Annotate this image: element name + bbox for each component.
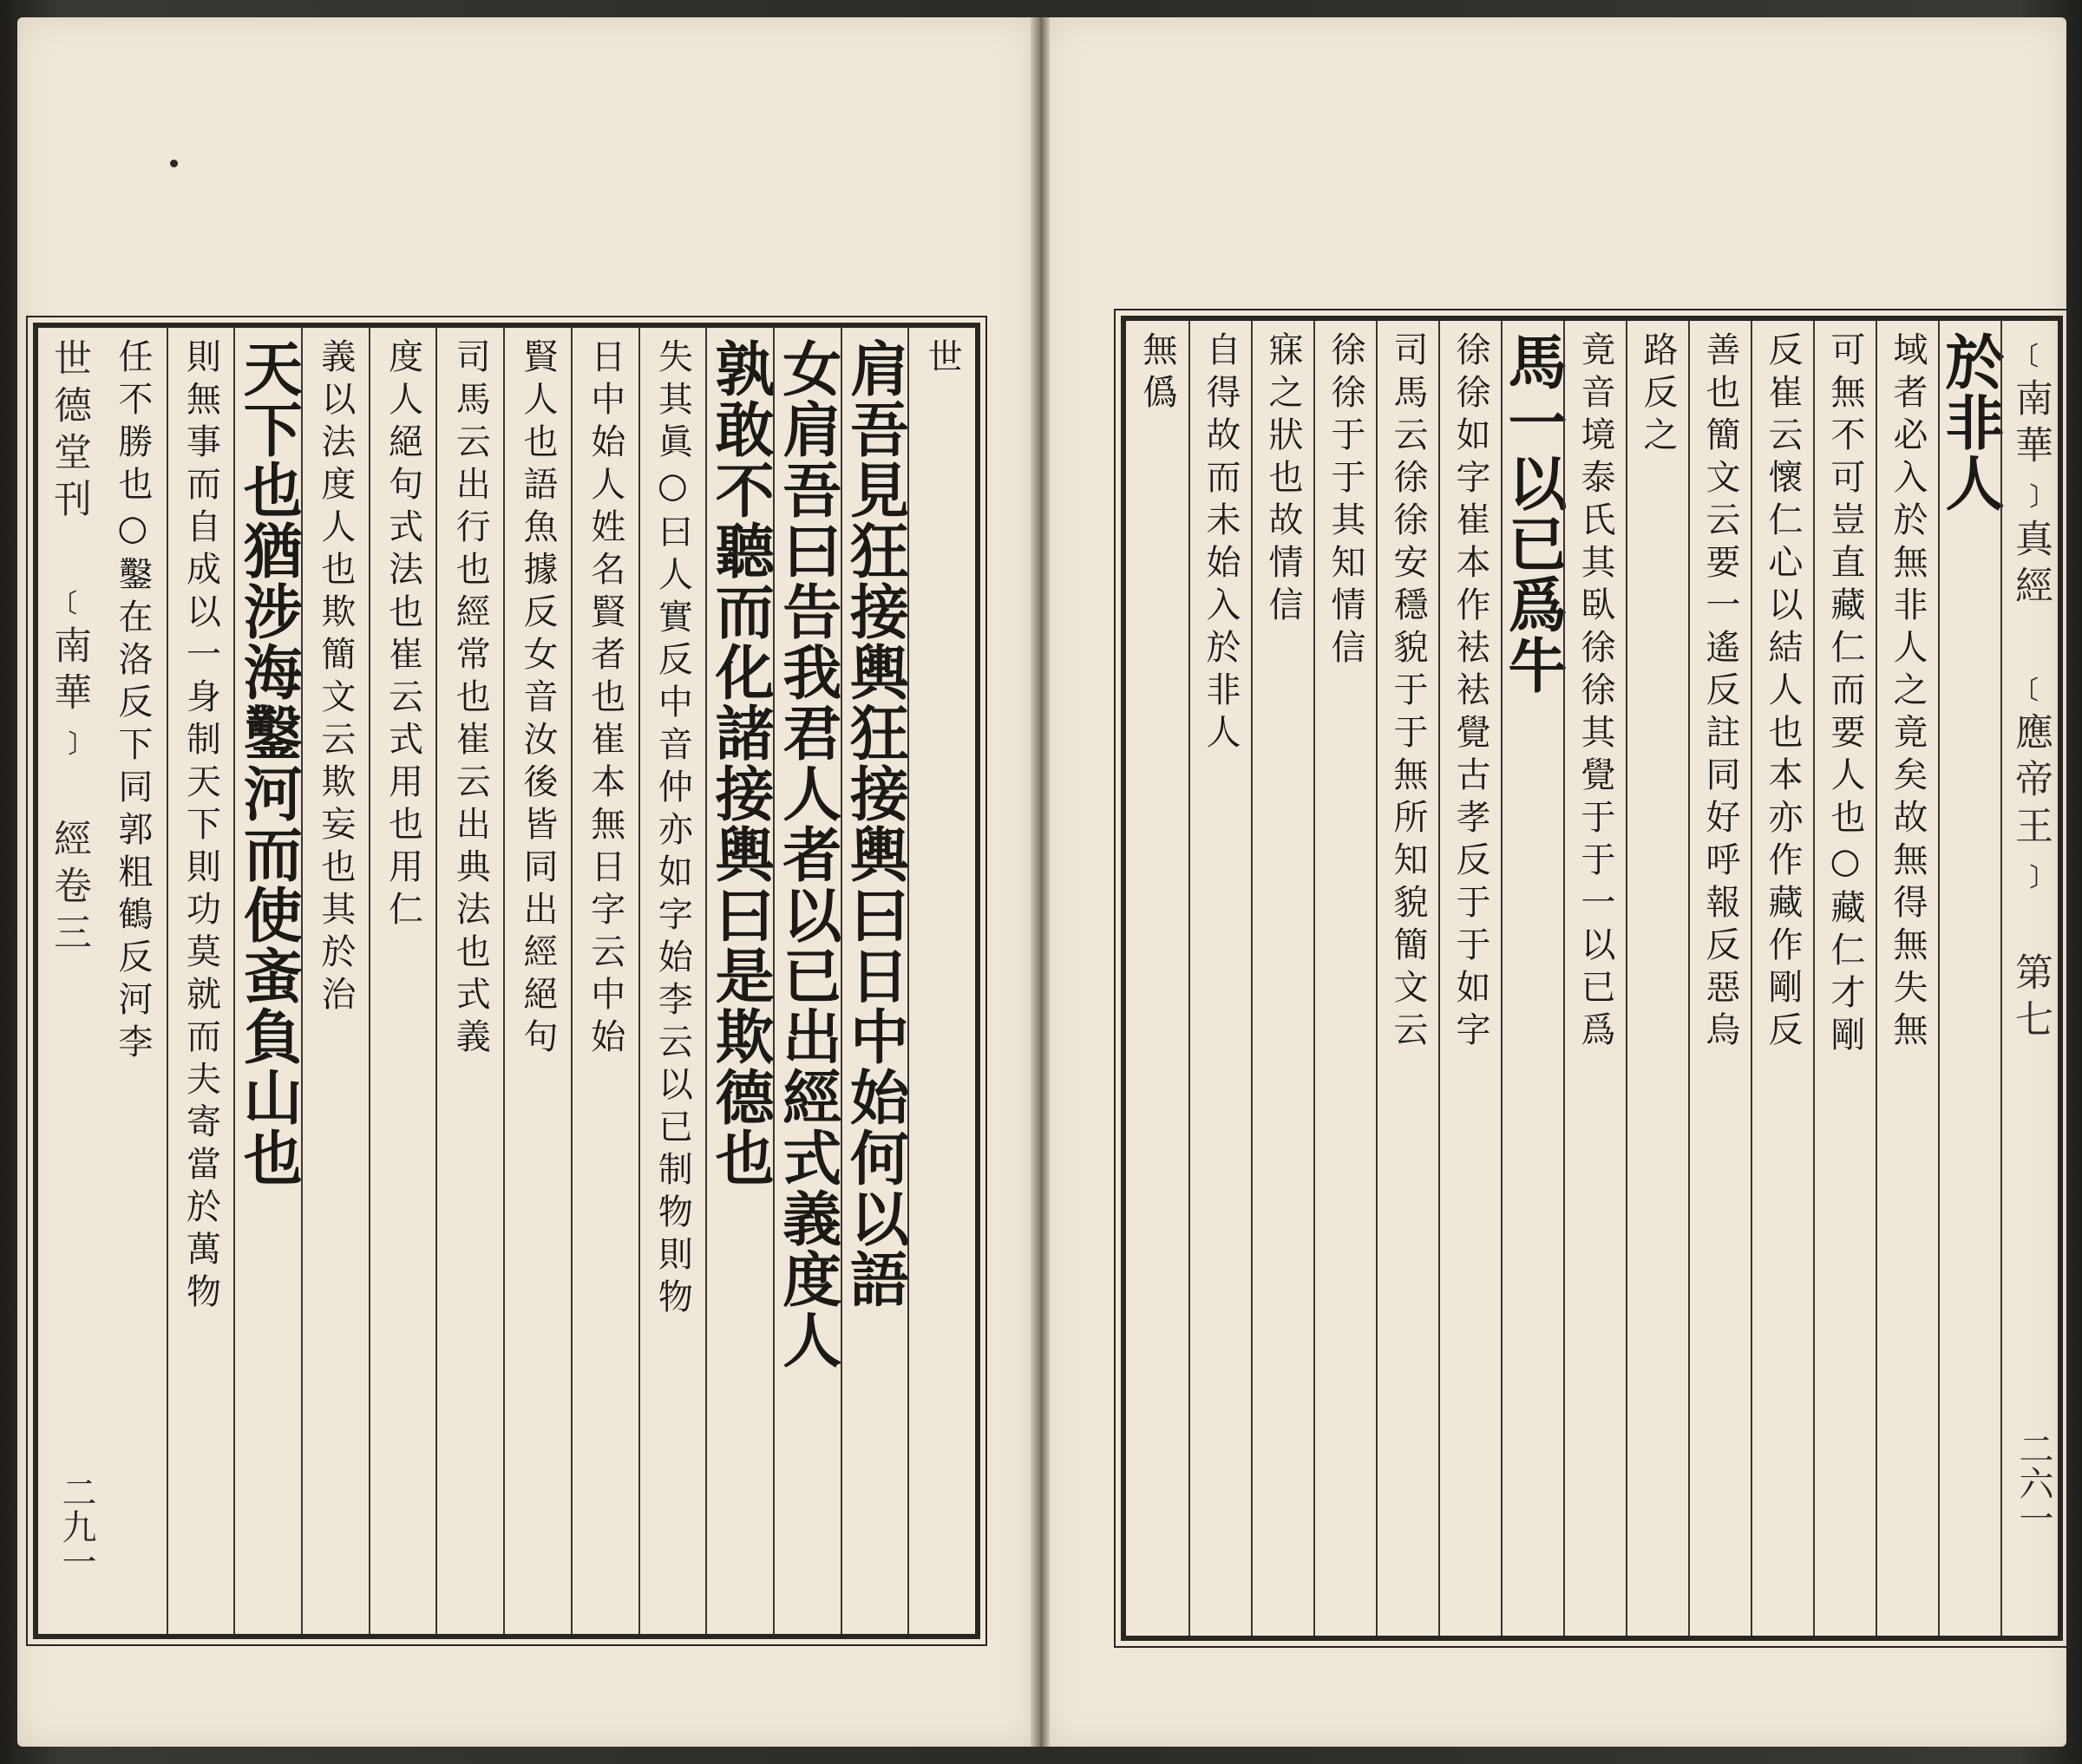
left-page-text-block: [33, 323, 980, 1639]
text-column: [638, 328, 706, 1634]
text-column: [1813, 321, 1876, 1636]
text-column: [571, 328, 638, 1634]
text-column: [1313, 321, 1376, 1636]
commentary-text: 自得故而未始入於非人: [1201, 331, 1241, 756]
right-margin-title: ﹝南華﹞真經 ﹝應帝王﹞ 第七: [2008, 331, 2053, 1046]
text-column: [1126, 321, 1188, 1636]
commentary-text: 度人絕句式法也崔云式用也用仁: [383, 338, 423, 933]
commentary-text: 竟音境泰氏其臥徐徐其覺于于一以已爲: [1575, 331, 1615, 1054]
text-column: [1376, 321, 1438, 1636]
commentary-text: 路反之: [1638, 331, 1678, 459]
text-column: [1498, 321, 1568, 1636]
commentary-text: 善也簡文云要一遙反註同好呼報反惡烏: [1700, 331, 1740, 1054]
commentary-text: 徐徐于于其知情信: [1326, 331, 1365, 671]
commentary-text: 寐之狀也故情信: [1263, 331, 1303, 629]
left-folio: 二九一: [56, 1474, 96, 1578]
ink-spot: [170, 160, 178, 167]
text-column: [1188, 321, 1251, 1636]
text-column: [369, 328, 436, 1634]
main-text: 於非人: [1935, 331, 2005, 513]
commentary-text: 徐徐如字崔本作袪袪覺古孝反于于如字: [1450, 331, 1490, 1054]
text-column: [233, 328, 304, 1634]
commentary-text: 任不勝也○鑿在洛反下同郭粗鶴反河李: [112, 338, 153, 1066]
text-column: [1438, 321, 1501, 1636]
commentary-text: 義以法度人也欺簡文云欺妄也其於治: [315, 338, 356, 1018]
main-text: 女肩吾曰告我君人者以已出經式義度人: [772, 338, 842, 1370]
text-column: [301, 328, 369, 1634]
left-margin-column: [38, 328, 99, 1634]
left-margin-title: 世德堂刊 ﹝南華﹞ 經卷三: [47, 338, 91, 959]
book-gutter: [1031, 17, 1050, 1747]
text-column: [705, 328, 776, 1634]
text-column: [503, 328, 571, 1634]
commentary-text: 可無不可豈直藏仁而要人也○藏仁才剛: [1825, 331, 1865, 1059]
commentary-text: 司馬云徐徐安穩貌于于無所知貌簡文云: [1388, 331, 1428, 1054]
commentary-text: 失其眞○曰人實反中音仲亦如字始李云以已制物則物: [652, 338, 693, 1321]
commentary-text: 世: [922, 338, 963, 381]
text-column: [1688, 321, 1751, 1636]
main-text: 肩吾見狂接輿狂接輿曰日中始何以語: [840, 338, 910, 1310]
text-column: [167, 328, 234, 1634]
commentary-text: 反崔云懷仁心以結人也本亦作藏作剛反: [1763, 331, 1803, 1054]
main-text: 馬一以已爲牛: [1498, 331, 1568, 696]
right-page-text-block: [1121, 316, 2063, 1641]
right-folio: 二六一: [2013, 1431, 2053, 1535]
text-column: [1935, 321, 2005, 1636]
commentary-text: 域者必入於無非人之竟矣故無得無失無: [1888, 331, 1928, 1054]
commentary-text: 日中始人姓名賢者也崔本無日字云中始: [585, 338, 625, 1061]
text-column: [1251, 321, 1313, 1636]
text-column: [1563, 321, 1626, 1636]
commentary-text: 司馬云出行也經常也崔云出典法也式義: [450, 338, 491, 1061]
commentary-text: 則無事而自成以一身制天下則功莫就而夫寄當於萬物: [180, 338, 221, 1316]
text-column: [1876, 321, 1938, 1636]
commentary-text: 賢人也語魚據反女音汝後皆同出經絕句: [517, 338, 558, 1061]
text-column: [841, 328, 908, 1634]
main-text: 孰敢不聽而化諸接輿曰是欺德也: [705, 338, 776, 1188]
text-column: [99, 328, 167, 1634]
commentary-text: 無僞: [1137, 331, 1177, 416]
text-column: [1626, 321, 1688, 1636]
text-column: [435, 328, 503, 1634]
text-column: [773, 328, 841, 1634]
text-column: [1751, 321, 1813, 1636]
text-column: [907, 328, 975, 1634]
main-text: 天下也猶涉海鑿河而使蚉負山也: [233, 338, 304, 1188]
